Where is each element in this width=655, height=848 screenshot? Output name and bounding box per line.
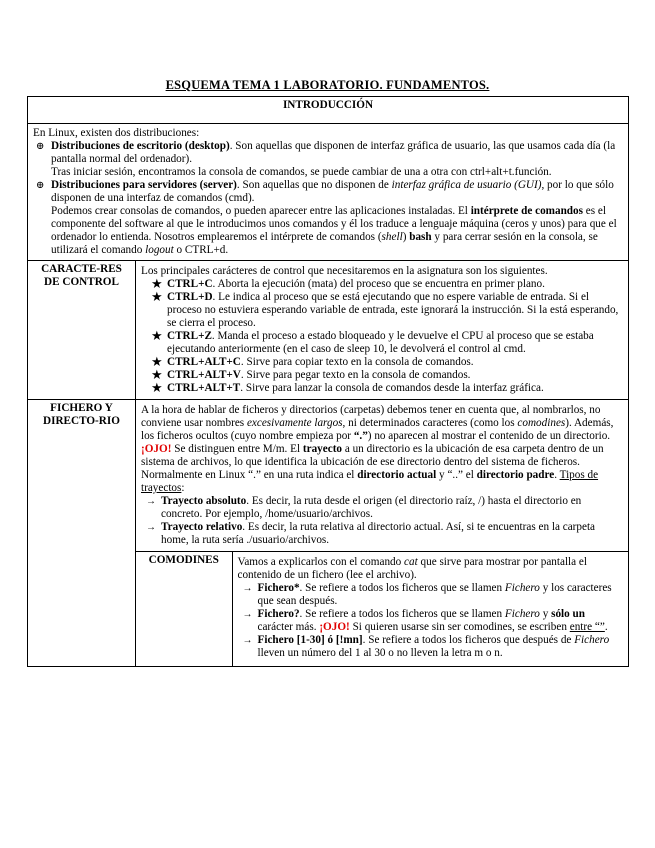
arrow-icon: → — [146, 522, 156, 533]
star-icon: ★ — [151, 380, 163, 395]
control-label: CARACTE-RES DE CONTROL — [28, 261, 136, 400]
star-icon: ★ — [151, 289, 163, 304]
list-item-server: ⊕ Distribuciones para servidores (server). Son aquellas que no disponen de interfaz gráfica de usuario (GUI), por lo que sólo disponen de una interfaz de comandos (cmd). — [36, 179, 614, 204]
list-item: ★ CTRL+ALT+T. Sirve para lanzar la consola de comandos desde la interfaz gráfica. — [151, 380, 544, 395]
bullet-icon: ⊕ — [36, 141, 45, 152]
list-item-desktop: ⊕ Distribuciones de escritorio (desktop). Son aquellas que disponen de interfaz gráfica de usuario, las que usamos cada día (la pantalla normal del ordenador). — [36, 140, 616, 165]
wildcards-body — [232, 552, 628, 667]
files-body — [136, 400, 629, 667]
star-icon: ★ — [151, 276, 163, 291]
list-item: ★ CTRL+ALT+C. Sirve para copiar texto en la consola de comandos. — [151, 354, 474, 369]
files-paragraph: A la hora de hablar de ficheros y directorios (carpetas) debemos tener en cuenta que, al nombrarlos, no conviene usar nombres excesivamente largos, ni determinados caracteres (como los comodines). Además, los ficheros ocultos (cuyo nombre empieza por “.”) no aparecen al mostrar el contenido de un directorio. ¡OJO! Se distinguen entre M/m. El trayecto a un directorio es la ubicación de esa carpeta dentro de un sistema de archivos, lo que identifica la ubicación de ese directorio dentro del sistema de ficheros. Normalmente en Linux “.” en una ruta indica el directorio actual y “..” el directorio padre. Tipos de trayectos: — [141, 404, 614, 494]
intro-paragraph: En Linux, existen dos distribuciones: — [33, 127, 200, 139]
control-lead: Los principales carácteres de control que necesitaremos en la asignatura son los siguientes. — [141, 265, 548, 277]
control-body — [136, 261, 629, 400]
list-item-absolute: → Trayecto absoluto. Es decir, la ruta desde el origen (el directorio raíz, /) hasta el directorio en concreto. Por ejemplo, /home/usuario/archivos. — [146, 495, 582, 520]
arrow-icon: → — [146, 496, 156, 507]
files-row — [28, 400, 629, 667]
intro-body — [28, 124, 629, 261]
intro-row — [28, 124, 629, 261]
list-item: → Fichero*. Se refiere a todos los ficheros que se llamen Fichero y los caracteres que sean después. — [242, 582, 612, 607]
control-row — [28, 261, 629, 400]
list-item: → Fichero?. Se refiere a todos los ficheros que se llamen Fichero y sólo un carácter más. ¡OJO! Si quieren usarse sin ser comodines, se escriben entre “”. — [242, 608, 608, 633]
list-item: ★ CTRL+ALT+V. Sirve para pegar texto en la consola de comandos. — [151, 367, 471, 382]
star-icon: ★ — [151, 354, 163, 369]
files-label: FICHERO Y DIRECTO-RIO — [28, 400, 136, 667]
interpreter-paragraph: Podemos crear consolas de comandos, o pueden aparecer entre las aplicaciones instaladas. El intérprete de comandos es el componente del software al que le introducimos unos comandos y él los traduce a lenguaje máquina (ceros y unos) para que el ordenador lo entienda. Nosotros emplearemos el intérprete de comandos (shell) bash y para cerrar sesión en la consola, se utilizará el comando logout o CTRL+d. — [51, 205, 617, 256]
list-item: ★ CTRL+Z. Manda el proceso a estado bloqueado y le devuelve el CPU al proceso que se estaba ejecutando anteriormente (en el caso de sleep 10, le devolverá el control al cmd. — [151, 328, 594, 355]
wildcards-label: COMODINES — [136, 552, 232, 667]
arrow-icon: → — [242, 635, 253, 646]
list-item: → Fichero [1-30] ó [!mn]. Se refiere a todos los ficheros que después de Fichero lleven un número del 1 al 30 o no lleven la letra m o n. — [242, 634, 610, 659]
warning-label: ¡OJO! — [141, 443, 172, 455]
star-icon: ★ — [151, 328, 163, 343]
intro-header: INTRODUCCIÓN — [28, 97, 629, 124]
arrow-icon: → — [242, 583, 253, 594]
files-text — [136, 400, 628, 551]
warning-label: ¡OJO! — [319, 621, 350, 633]
list-item: ★ CTRL+D. Le indica al proceso que se está ejecutando que no espere variable de entrada. Si el proceso no estuviera esperando variable de entrada, este ignorará la instrucción. Si la está esperando, se cierra el proceso. — [151, 289, 619, 329]
schema-table — [27, 96, 629, 667]
intro-header-row — [28, 97, 629, 124]
wildcards-lead: Vamos a explicarlos con el comando cat que sirve para mostrar por pantalla el contenido de un fichero (lee el archivo). — [237, 556, 588, 581]
star-icon: ★ — [151, 367, 163, 382]
arrow-icon: → — [242, 609, 253, 620]
wildcards-table — [136, 551, 628, 666]
list-item: ★ CTRL+C. Aborta la ejecución (mata) del proceso que se encuentra en primer plano. — [151, 276, 545, 291]
list-item-relative: → Trayecto relativo. Es decir, la ruta relativa al directorio actual. Así, si te encuentras en la carpeta home, la ruta sería ./usuario/archivos. — [146, 521, 596, 546]
page-title: ESQUEMA TEMA 1 LABORATORIO. FUNDAMENTOS. — [165, 78, 490, 92]
bullet-icon: ⊕ — [36, 180, 45, 191]
desktop-extra: Tras iniciar sesión, encontramos la consola de comandos, se puede cambiar de una a otra con ctrl+alt+t.función. — [51, 166, 552, 178]
